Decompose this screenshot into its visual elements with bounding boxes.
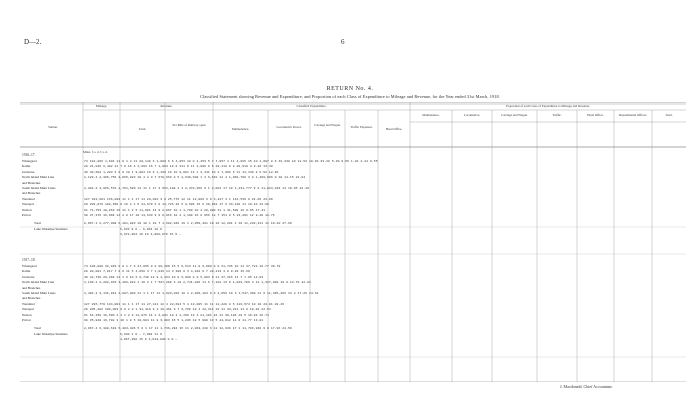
header-revenue: Revenue. xyxy=(160,104,173,108)
station-name: Nelson xyxy=(22,312,32,317)
subheader-locomotive: Locomotive. xyxy=(463,113,481,117)
station-name: and Branches xyxy=(22,180,41,185)
station-name: Westport xyxy=(22,202,35,207)
station-name: and Branches xyxy=(22,296,41,301)
steamers-values: 6,840 1 0 — 7,088 11 0 xyxy=(120,331,162,336)
station-name: South Island Main Lines xyxy=(22,186,56,190)
row-values: 28 21,046 6,482 11 7 0 16 4 4,893 16 7 1,004 18 8 411 0 11 3,006 0 6 28,118 0 8 20,918 3 8·46 13·48 xyxy=(84,164,273,169)
row-values: 49 42,739 26,398 11 1 0 10 6 9,740 12 9 1,164 10 9 5,098 0 8 5,003 9 11 37,316 11 7 7·05 14·83 xyxy=(84,274,264,279)
total-label: Total xyxy=(34,221,41,226)
station-name: Kaihu xyxy=(22,269,31,274)
row-values: 1,404·3 3,131,814 2,887,000 11 1 1 17 11 1,023,016 10 1 2,405,183 9 8 2,056 19 3 1,547,309 11 6 11,395,466 13 2 17·25 24·61 xyxy=(84,291,319,295)
station-name: Nelson xyxy=(22,207,32,212)
row-values: 61 71,793 10,863 15 11 1 2 5 11,901 13 9 2,967 10 1 1,788 10 4 20,800 11 1 31,698 16 9·95 17·41 xyxy=(84,207,266,212)
row-values: 1,129·4 2,395,756 3,065,023 19 4 2 0 7 678,663 8 5 2,630,608 1 3 6,610 11 4 1,068,700 3 8 1,408,996 0 10 14·15 22·84 xyxy=(84,175,306,180)
steamers-values: 6,943 9 0 — 6,864 10 0 xyxy=(120,226,162,231)
header-proportion: Proportion of each Class of Expenditure to Mileage and Revenue. xyxy=(506,104,590,108)
subtotal-values: 4,067,298 15 0 4,043,806 0 0 — xyxy=(120,337,178,342)
row-values: 1,130·1 2,282,943 3,186,022 1 10 2 1 7 587,208 6 10 2,741,026 11 6 7,101 13 0 1,028,700 4 11 1,327,088 18 0 12·70 22·81 xyxy=(84,280,311,285)
subheader-carriage: Carriage and Wagon. xyxy=(501,113,528,117)
subheader-head: Head Office. xyxy=(587,113,604,117)
station-name: Westport xyxy=(22,307,35,312)
row-values: 61 64,150 16,590 4 1 1 2 8 11,876 11 1 3,001 10 4 1,700 13 4 21,101 16 11 30,106 10 5 10·93 18·74 xyxy=(84,312,269,317)
row-values: 28 20,001 7,017 7 0 0 11 5 4,858 3 7 1,046 14 3 480 8 3 4,102 8 7 28,213 4 8 8·93 15·69 xyxy=(84,269,250,274)
header-per-mile: Per Mile of Railway open xyxy=(172,123,206,127)
header-maintenance: Maintenance. xyxy=(231,127,250,131)
subheader-traffic: Traffic. xyxy=(552,113,562,117)
station-name: Gisborne xyxy=(22,169,35,174)
section-label-1916: 1916–17. xyxy=(22,153,36,157)
header-station: Station. xyxy=(48,125,58,129)
row-values: 74 118,806 1,604 11 0 1 4 11 28,148 6 1,080 6 6 4,853 18 0 4,453 5 7 7,857 4 11 4,866 15 10 1,097 8 6 46,338 10 12·53 18·04 33·28 5·30 9·56 1·84 3·24 0·55 xyxy=(84,159,378,163)
row-values: 29 205,482 100,003 9 0 2 3 1 31,419 9 4 16,461 9 7 9,700 18 4 22,311 10 11 33,211 11 8 19·82 22·54 xyxy=(84,307,271,312)
row-values: 127 322,601 136,089 11 1 1 17 11 29,026 3 8 25,776 12 11 12,086 6 0 6,227 3 1 116,536 9 24·66 23·99 xyxy=(84,196,273,201)
row-values: 1,384·2 3,066,578 2,761,580 14 11 1 17 3 951,108 4 4 2,370,366 8 1 2,001 17 10 1,431,777 3 8 11,023,329 14 19·05 22·19 xyxy=(84,186,309,190)
station-name: Whangarei xyxy=(22,264,37,268)
total-values: 2,967·1 6,277,308 6,101,883 19 10 1 19 7 1,682,946 19 1 2,050,401 10 10 12,281 4 10 11,232,311 11 19·40 27·60 xyxy=(84,221,292,226)
total-values: 2,967·4 6,188,619 6,483,406 5 0 1 17 11 1,736,294 15 11 2,063,210 6 11 12,946 17 1 11,703,946 0 0 17·96 24·59 xyxy=(84,326,292,331)
header-locomotive: Locomotive Power. xyxy=(276,125,302,129)
station-name: and Branches xyxy=(22,285,41,290)
station-name: Kaihu xyxy=(22,164,31,169)
subheader-total: Total. xyxy=(665,113,673,117)
row-values: 74 109,880 32,849 8 0 1 7 6 27,865 0 0 20,699 15 5 6,613 11 8 6,000 0 0 21,736 10 11 37,722 19·77 30·79 xyxy=(84,264,281,268)
station-name: Whangarei xyxy=(22,159,37,163)
total-label: Total xyxy=(34,326,41,331)
header-carriage-wagon: Carriage and Wagon. xyxy=(314,123,341,127)
subheader-maintenance: Maintenance. xyxy=(422,113,440,117)
header-total: Total. xyxy=(138,127,147,131)
station-name: Westland xyxy=(22,196,35,201)
subheader-dept: Departmental Offices. xyxy=(618,113,648,117)
row-values: 38 35,840 16,702 3 10 1 0 5 10,904 11 8 3,003 15 5 1,206 18 5 980 13 5 24,012 14 0 11·77 13·81 xyxy=(84,318,264,322)
station-name: and Branches xyxy=(22,191,41,196)
subtotal-values: 3,972,883 19 10 3,968,870 15 0 — xyxy=(120,232,182,237)
station-name: Westland xyxy=(22,301,35,306)
station-name: North Island Main Line xyxy=(22,175,55,180)
page-section-code: D—2. xyxy=(24,38,42,46)
return-subtitle: Classified Statement showing Revenue and Expenditure, and Proportion of each Class of Expenditure to Mileage and Revenue, for the Year ended 31st March, 1918. xyxy=(200,94,500,99)
section-label-1917: 1917–18. xyxy=(22,258,36,262)
steamers-label: Lake Wakatipu Steamers xyxy=(34,331,68,336)
header-classified: Classified Expenditure. xyxy=(296,104,327,108)
row-values: 127 295,770 134,001 11 1 1 17 11 27,121 12 4 22,684 5 4 13,085 11 11 12,228 8 5 116,574 10 10 23·01 28·46 xyxy=(84,301,285,306)
return-title: RETURN No. 4. xyxy=(326,86,374,92)
page-number: 6 xyxy=(341,38,345,46)
statement-table xyxy=(20,102,686,382)
header-head-office: Head Office. xyxy=(385,127,403,131)
station-name: Gisborne xyxy=(22,274,35,279)
header-traffic: Traffic Expenses. xyxy=(350,125,373,129)
row-values: 38 37,376 16,999 14 2 0 17 10 11,633 9 0 8,916 10 2 1,190 16 8 956 12 7 151 9 5 23,201 12 9·40 12·76 xyxy=(84,213,275,217)
header-mileage: Mileage. xyxy=(95,104,108,108)
station-name: Picton xyxy=(22,213,31,217)
accountant-signature: J. Macdonald, Chief Accountant. xyxy=(560,384,613,389)
units-row: Miles. £ s. d. £ s. d. xyxy=(83,150,108,154)
row-values: 29 203,078 102,958 9 10 2 1 5 24,978 6 8 12,726 10 5 8,606 15 6 20,962 17 6 33,128 11 19·40 23·68 xyxy=(84,202,269,207)
station-name: South Island Main Lines xyxy=(22,291,56,295)
station-name: Picton xyxy=(22,318,31,322)
station-name: North Island Main Line xyxy=(22,280,55,285)
steamers-label: Lake Wakatipu Steamers xyxy=(34,226,68,231)
row-values: 49 40,582 1,203 6 8 0 18 1 9,904 16 9 1,108 10 10 9,081 13 1 3,441 10 2 7,906 5 11 41,138 8 6·52 12·86 xyxy=(84,169,279,174)
